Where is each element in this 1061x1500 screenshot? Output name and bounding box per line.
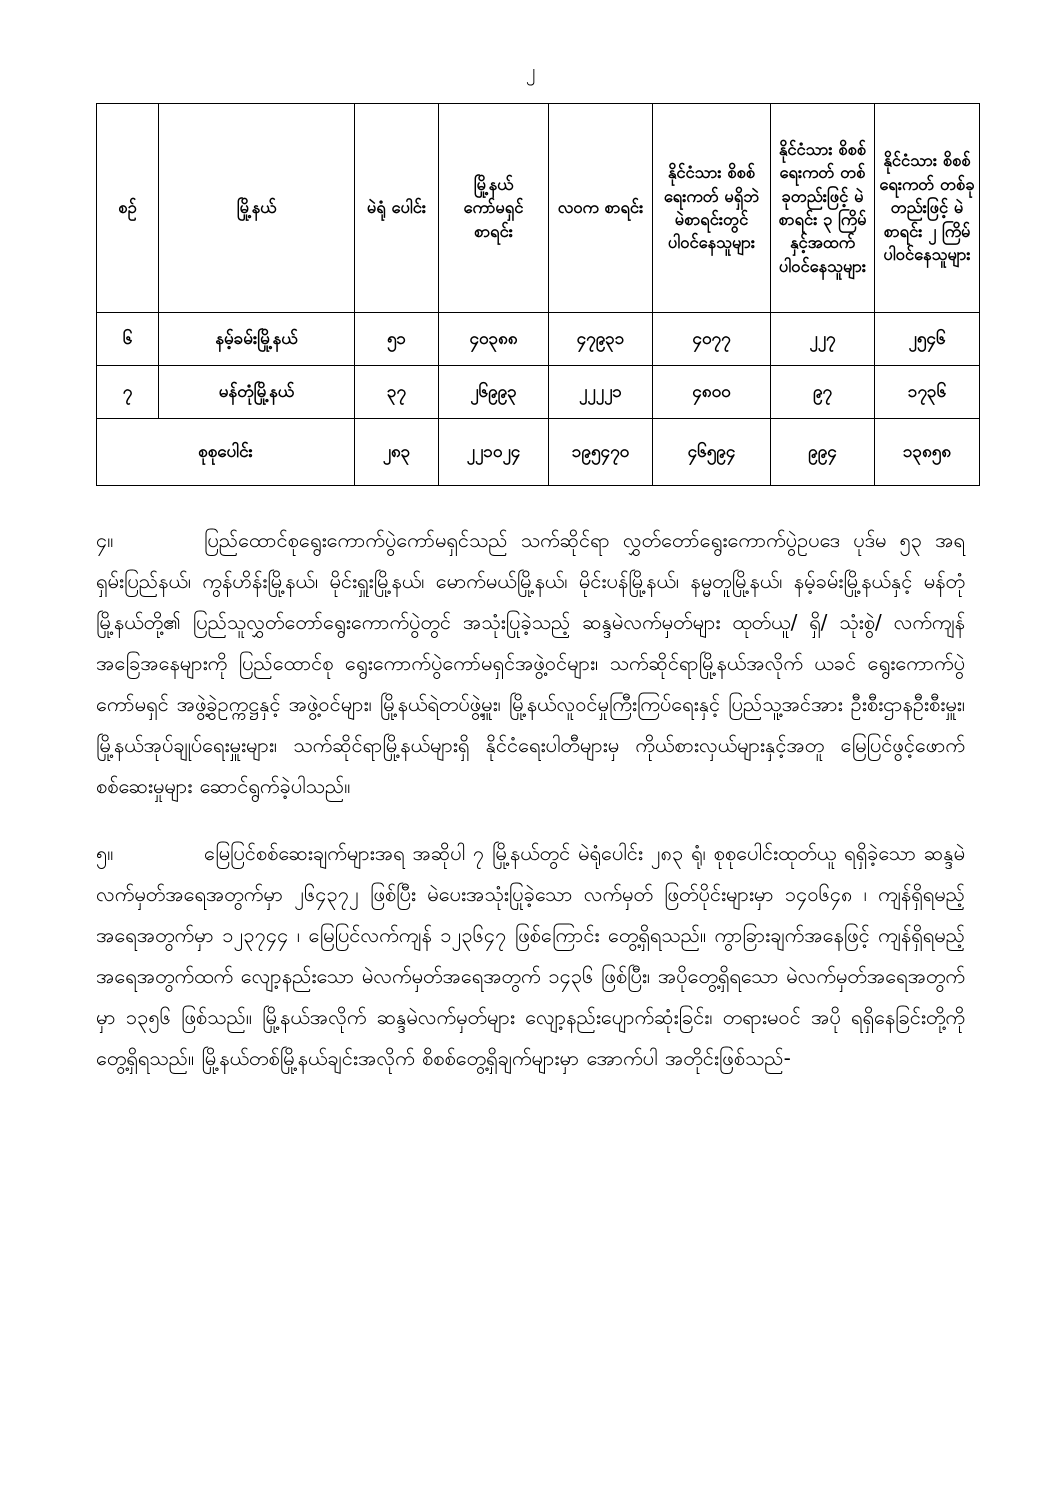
- cell-township: မန်တုံမြို့နယ်: [159, 366, 355, 419]
- cell-total-nrc-twice: ၁၃၈၅၈: [875, 419, 980, 486]
- cell-total-nrc-three-or-more: ၉၉၄: [771, 419, 875, 486]
- paragraph-4: [96, 520, 965, 807]
- cell-total-polling-stations: ၂၈၃: [355, 419, 439, 486]
- table-container: [96, 103, 975, 486]
- cell-polling-stations: ၃၇: [355, 366, 439, 419]
- paragraph-5-text: မြေပြင်စစ်ဆေးချက်များအရ အဆိုပါ ၇ မြို့နယ်တွင် မဲရုံပေါင်း ၂၈၃ ရုံ၊ စုစုပေါင်းထုတ်ယူ ရရှိခဲ့သော ဆန္ဒမဲလက်မှတ်အရေအတွက်မှာ ၂၆၄၃၇၂ ဖြစ်ပြီး မဲပေးအသုံးပြုခဲ့သော လက်မှတ် ဖြတ်ပိုင်းများမှာ ၁၄၀၆၄၈ ၊ ကျန်ရှိရမည့်အရေအတွက်မှာ ၁၂၃၇၄၄ ၊ မြေပြင်လက်ကျန် ၁၂၃၆၄၇ ဖြစ်ကြောင်း တွေ့ရှိရသည်။ ကွာခြားချက်အနေဖြင့် ကျန်ရှိရမည့်အရေအတွက်ထက် လျော့နည်းသော မဲလက်မှတ်အရေအတွက် ၁၄၃၆ ဖြစ်ပြီး၊ အပိုတွေ့ရှိရသော မဲလက်မှတ်အရေအတွက်မှာ ၁၃၅၆ ဖြစ်သည်။ မြို့နယ်အလိုက် ဆန္ဒမဲလက်မှတ်များ လျော့နည်းပျောက်ဆုံးခြင်း၊ တရားမဝင် အပို ရရှိနေခြင်းတို့ကို တွေ့ရှိရသည်။ မြို့နယ်တစ်မြို့နယ်ချင်းအလိုက် စိစစ်တွေ့ရှိချက်များမှာ အောက်ပါ အတိုင်းဖြစ်သည်-: [96, 841, 965, 1070]
- cell-no-nrc: ၄၀၇၇: [653, 313, 771, 366]
- cell-total-label: စုစုပေါင်း: [97, 419, 355, 486]
- header-cell-no-nrc: နိုင်ငံသား စိစစ်ရေးကတ် မရှိဘဲ မဲစာရင်းတွင် ပါဝင်နေသူများ: [653, 104, 771, 313]
- cell-no: ၇: [97, 366, 159, 419]
- body-text: [96, 520, 965, 1079]
- table-row: [97, 313, 980, 366]
- table-header-row: [97, 104, 980, 313]
- cell-commission-list: ၄၀၃၈၈: [439, 313, 549, 366]
- paragraph-5-number: ၅။: [96, 841, 114, 865]
- table-total-row: [97, 419, 980, 486]
- cell-commission-list: ၂၆၉၉၃: [439, 366, 549, 419]
- header-cell-commission-list: မြို့နယ် ကော်မရှင် စာရင်း: [439, 104, 549, 313]
- cell-nrc-three-or-more: ၂၂၇: [771, 313, 875, 366]
- table-row: [97, 366, 980, 419]
- header-cell-lwk-list: လ၀က စာရင်း: [549, 104, 653, 313]
- page-number: ၂: [525, 60, 536, 82]
- cell-township: နမ့်ခမ်းမြို့နယ်: [159, 313, 355, 366]
- table-body: [97, 313, 980, 486]
- paragraph-4-number: ၄။: [96, 528, 114, 552]
- header-cell-township: မြို့နယ်: [159, 104, 355, 313]
- paragraph-4-text: ပြည်‌‌‌‌‌‌ထောင်စုရွေးကောက်ပွဲကော်မရှင်သည် သက်ဆိုင်ရာ လွှတ်တော်ရွေးကောက်ပွဲဥပဒေ ပုဒ်မ ၅၃ အရ ရှမ်းပြည်နယ်၊ ကွန်ဟိန်းမြို့နယ်၊ မိုင်းရှူးမြို့နယ်၊ မောက်မယ်မြို့နယ်၊ မိုင်းပန်မြို့နယ်၊ နမ္မတူမြို့နယ်၊ နမ့်ခမ်းမြို့နယ်နှင့် မန်တုံမြို့နယ်တို့၏ ပြည်သူလွှတ်တော်ရွေးကောက်ပွဲတွင် အသုံးပြုခဲ့သည့် ဆန္ဒမဲလက်မှတ်များ ထုတ်ယူ/ ရှိ/ သုံးစွဲ/ လက်ကျန်အခြေအနေများကို ပြည်ထောင်စု ရွေးကောက်ပွဲကော်မရှင်အဖွဲ့ဝင်များ၊ သက်ဆိုင်ရာမြို့နယ်အလိုက် ယခင် ရွေးကောက်ပွဲကော်မရှင် အဖွဲ့ခွဲဥက္ကဋ္ဌနှင့် အဖွဲ့ဝင်များ၊ မြို့နယ်ရဲတပ်ဖွဲ့မှူး၊ မြို့နယ်လူဝင်မှုကြီးကြပ်ရေးနှင့် ပြည်သူ့အင်အား ဦးစီးဌာနဦးစီးမှူး၊ မြို့နယ်အုပ်ချုပ်ရေးမှူးများ၊ သက်ဆိုင်ရာမြို့နယ်များရှိ နိုင်ငံရေးပါတီများမှ ကိုယ်စားလှယ်များနှင့်အတူ မြေပြင်ဖွင့်ဖောက်စစ်ဆေးမှုများ ဆောင်ရွက်ခဲ့ပါသည်။: [96, 528, 965, 798]
- table-header: [97, 104, 980, 313]
- header-cell-no: စဉ်: [97, 104, 159, 313]
- cell-nrc-twice: ၁၇၃၆: [875, 366, 980, 419]
- cell-no-nrc: ၄၈၀၀: [653, 366, 771, 419]
- paragraph-5: [96, 833, 965, 1079]
- cell-total-commission-list: ၂၂၁၀၂၄: [439, 419, 549, 486]
- cell-lwk-list: ၂၂၂၂၁: [549, 366, 653, 419]
- cell-lwk-list: ၄၇၉၃၁: [549, 313, 653, 366]
- header-cell-nrc-three-or-more: နိုင်ငံသား စိစစ်ရေးကတ် တစ်ခုတည်းဖြင့် မဲစာရင်း ၃ ကြိမ် နှင့်အထက် ပါဝင်နေသူများ: [771, 104, 875, 313]
- cell-total-no-nrc: ၄၆၅၉၄: [653, 419, 771, 486]
- cell-nrc-twice: ၂၅၄၆: [875, 313, 980, 366]
- cell-no: ၆: [97, 313, 159, 366]
- header-cell-nrc-twice: နိုင်ငံသား စိစစ်ရေးကတ် တစ်ခုတည်းဖြင့် မဲစာရင်း ၂ ကြိမ် ပါဝင်နေသူများ: [875, 104, 980, 313]
- voter-statistics-table: [96, 103, 980, 486]
- cell-nrc-three-or-more: ၉၇: [771, 366, 875, 419]
- cell-total-lwk-list: ၁၉၅၄၇၀: [549, 419, 653, 486]
- header-cell-polling-stations: မဲရုံ ပေါင်း: [355, 104, 439, 313]
- cell-polling-stations: ၅၁: [355, 313, 439, 366]
